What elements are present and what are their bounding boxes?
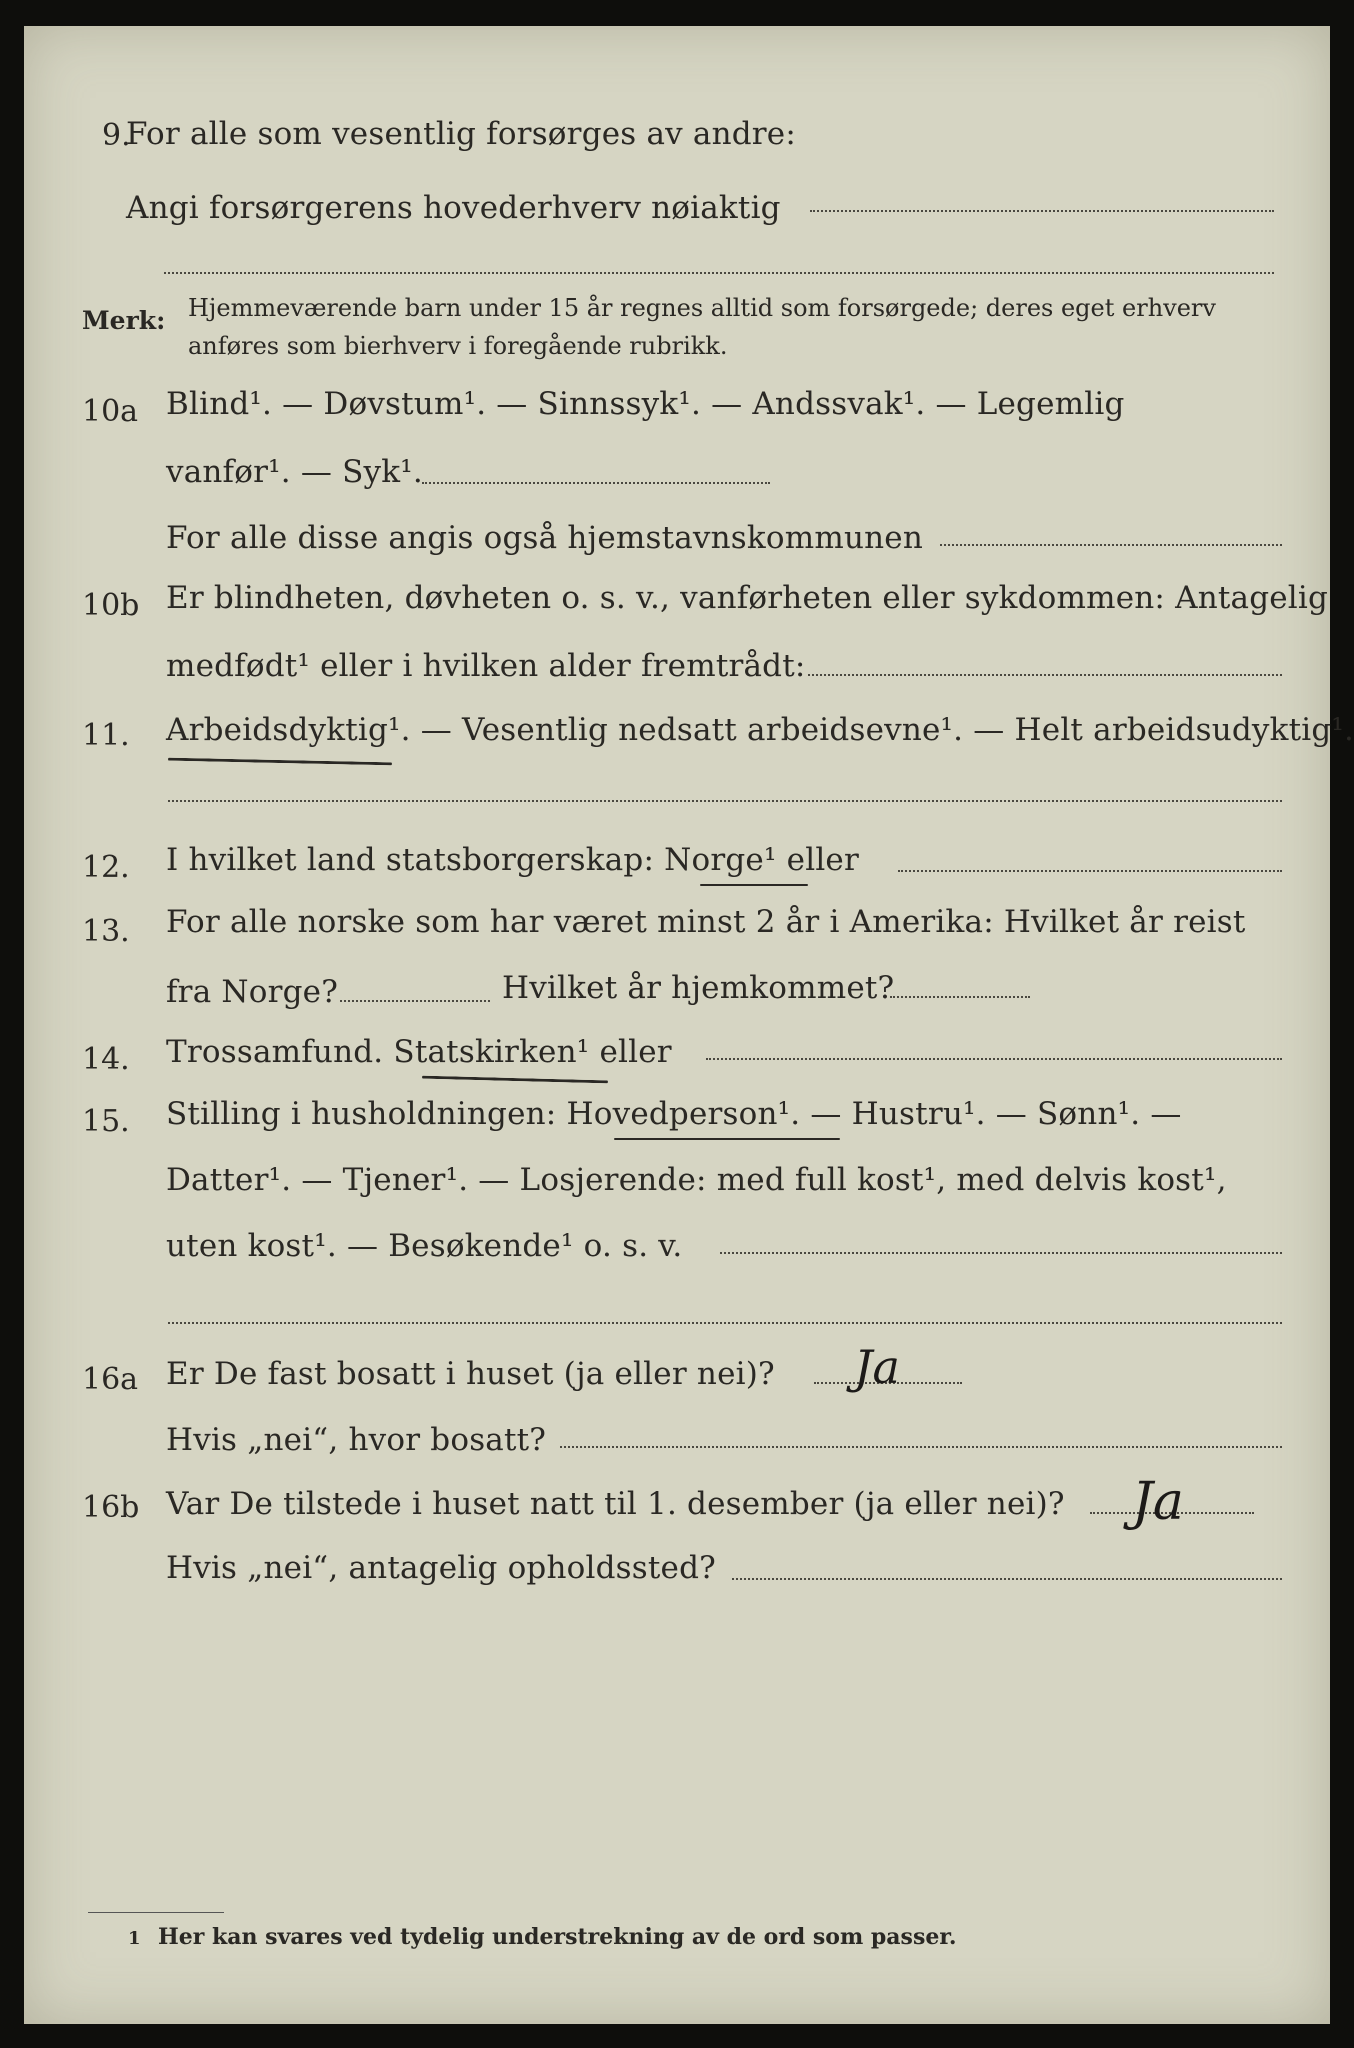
item-12-answer-line[interactable] — [898, 870, 1282, 872]
item-15-answer-line[interactable] — [720, 1252, 1282, 1254]
item-16b-number: 16b — [82, 1490, 140, 1525]
item-10b-answer-line[interactable] — [808, 674, 1282, 676]
item-15-line-1[interactable]: Stilling i husholdningen: Hovedperson¹. — Hustru¹. — Sønn¹. — — [166, 1096, 1182, 1132]
census-form-page — [24, 26, 1354, 2024]
item-15-answer-line-2[interactable] — [168, 1322, 1282, 1324]
footnote-mark: 1 — [128, 1928, 141, 1949]
item-15-number: 15. — [82, 1104, 130, 1139]
item-10a-number: 10a — [82, 394, 139, 429]
item-9-answer-line[interactable] — [810, 210, 1274, 212]
merk-note-line-2: anføres som bierhverv i foregående rubrikk. — [188, 332, 728, 360]
item-16b-location-line[interactable] — [732, 1578, 1282, 1580]
item-10a-hometown-line[interactable] — [940, 544, 1282, 546]
item-9-number: 9. — [102, 118, 131, 153]
footnote-rule — [88, 1912, 224, 1913]
item-13-right-prompt: Hvilket år hjemkommet? — [502, 970, 895, 1006]
item-9-question: For alle som vesentlig forsørges av andre: — [126, 116, 796, 152]
item-13-year-left-line[interactable] — [340, 1000, 490, 1002]
item-16a-where-prompt: Hvis „nei“, hvor bosatt? — [166, 1422, 547, 1458]
item-11-options[interactable]: Arbeidsdyktig¹. — Vesentlig nedsatt arbeidsevne¹. — Helt arbeidsudyktig¹. — [166, 712, 1354, 748]
item-13-number: 13. — [82, 914, 130, 949]
item-9-prompt: Angi forsørgerens hovederhverv nøiaktig — [126, 190, 781, 226]
item-10a-answer-line[interactable] — [422, 482, 770, 484]
item-16a-where-line[interactable] — [560, 1446, 1282, 1448]
item-16b-location-prompt: Hvis „nei“, antagelig opholdssted? — [166, 1550, 716, 1586]
item-10b-line-2: medfødt¹ eller i hvilken alder fremtrådt: — [166, 648, 806, 684]
merk-note-line-1: Hjemmeværende barn under 15 år regnes alltid som forsørgede; deres eget erhverv — [188, 294, 1216, 322]
item-13-year-returned-line[interactable] — [890, 996, 1030, 998]
item-16b-question: Var De tilstede i huset natt til 1. desember (ja eller nei)? — [166, 1486, 1065, 1522]
item-15-line-3[interactable]: uten kost¹. — Besøkende¹ o. s. v. — [166, 1228, 683, 1264]
footnote-text: Her kan svares ved tydelig understrekning av de ord som passer. — [158, 1924, 957, 1950]
item-15-line-2[interactable]: Datter¹. — Tjener¹. — Losjerende: med full kost¹, med delvis kost¹, — [166, 1162, 1227, 1198]
item-16a-number: 16a — [82, 1362, 139, 1397]
item-15-hovedperson-underline — [614, 1138, 840, 1140]
item-12-norge-underline — [700, 884, 808, 886]
item-10a-line-1: Blind¹. — Døvstum¹. — Sinnssyk¹. — Andssvak¹. — Legemlig — [166, 386, 1125, 422]
item-16b-handwritten-answer: Ja — [1132, 1472, 1184, 1532]
item-10b-number: 10b — [82, 588, 140, 623]
item-12-number: 12. — [82, 850, 130, 885]
merk-label: Merk: — [82, 306, 166, 335]
item-9-answer-line-2[interactable] — [164, 272, 1274, 274]
item-10a-line-2: vanfør¹. — Syk¹. — [166, 454, 423, 490]
item-14-number: 14. — [82, 1042, 130, 1077]
item-14-answer-line[interactable] — [706, 1058, 1282, 1060]
item-16a-handwritten-answer: Ja — [854, 1340, 900, 1394]
item-11-number: 11. — [82, 718, 130, 753]
item-11-answer-line[interactable] — [168, 800, 1282, 802]
item-10a-line-3: For alle disse angis også hjemstavnskommunen — [166, 520, 923, 556]
item-14-question: Trossamfund. Statskirken¹ eller — [166, 1034, 672, 1070]
item-10b-line-1: Er blindheten, døvheten o. s. v., vanførheten eller sykdommen: Antagelig — [166, 580, 1329, 616]
item-16a-question: Er De fast bosatt i huset (ja eller nei)? — [166, 1356, 775, 1392]
item-13-left-prompt: fra Norge? — [166, 974, 339, 1010]
item-13-question: For alle norske som har været minst 2 år i Amerika: Hvilket år reist — [166, 904, 1246, 940]
item-14-statskirken-underline — [422, 1076, 608, 1084]
item-11-selection-underline — [168, 758, 392, 766]
item-12-question: I hvilket land statsborgerskap: Norge¹ eller — [166, 842, 859, 878]
